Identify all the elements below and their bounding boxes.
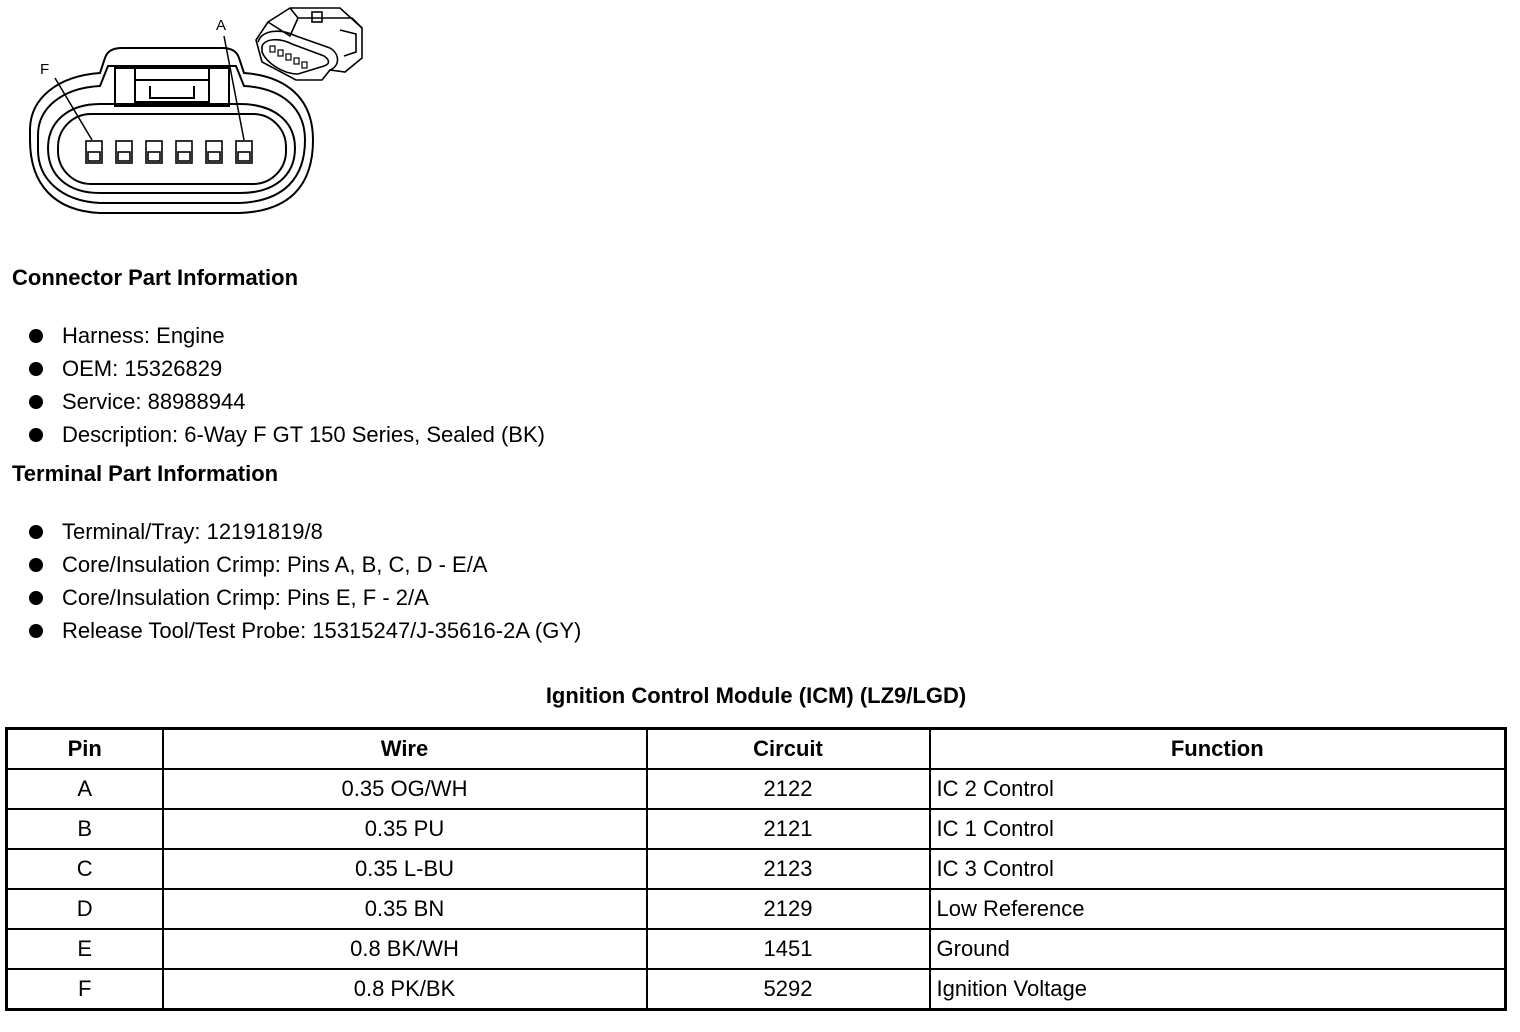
- column-header-pin: Pin: [7, 729, 163, 770]
- table-title: Ignition Control Module (ICM) (LZ9/LGD): [545, 683, 967, 708]
- wire-cell: 0.35 PU: [163, 809, 647, 849]
- table-row: [7, 969, 1506, 1010]
- circuit-cell: 2129: [647, 889, 930, 929]
- pin-label-a: A: [216, 17, 227, 34]
- list-item: [28, 581, 581, 614]
- function-cell: IC 2 Control: [930, 769, 1506, 809]
- connector-part-heading: Connector Part Information: [12, 265, 299, 290]
- circuit-cell: 2122: [647, 769, 930, 809]
- pin-cell: A: [7, 769, 163, 809]
- terminal-part-list: [28, 515, 581, 647]
- pin-cell: E: [7, 929, 163, 969]
- column-header-circuit: Circuit: [647, 729, 930, 770]
- list-item-text: OEM: 15326829: [62, 355, 223, 381]
- list-item-text: Core/Insulation Crimp: Pins E, F - 2/A: [62, 584, 429, 610]
- list-item-text: Harness: Engine: [62, 322, 225, 348]
- pin-label-f: F: [40, 61, 50, 78]
- circuit-cell: 5292: [647, 969, 930, 1010]
- function-cell: Ground: [930, 929, 1506, 969]
- table-row: [7, 929, 1506, 969]
- list-item-text: Release Tool/Test Probe: 15315247/J-35616-2A (GY): [62, 617, 582, 643]
- bullet-icon: [29, 558, 43, 572]
- list-item-text: Core/Insulation Crimp: Pins A, B, C, D - E/A: [62, 551, 488, 577]
- wire-cell: 0.8 PK/BK: [163, 969, 647, 1010]
- connector-isometric-icon: [256, 8, 362, 80]
- wire-cell: 0.8 BK/WH: [163, 929, 647, 969]
- wire-cell: 0.35 OG/WH: [163, 769, 647, 809]
- list-item: [28, 385, 545, 418]
- circuit-cell: 2121: [647, 809, 930, 849]
- circuit-cell: 1451: [647, 929, 930, 969]
- column-header-wire: Wire: [163, 729, 647, 770]
- connector-part-list: [28, 319, 545, 451]
- list-item: [28, 319, 545, 352]
- function-cell: IC 3 Control: [930, 849, 1506, 889]
- list-item-text: Service: 88988944: [62, 388, 246, 414]
- bullet-icon: [29, 395, 43, 409]
- list-item-text: Description: 6-Way F GT 150 Series, Sealed (BK): [62, 421, 545, 447]
- list-item: [28, 614, 581, 647]
- table-header-row: [7, 729, 1506, 770]
- bullet-icon: [29, 428, 43, 442]
- function-cell: IC 1 Control: [930, 809, 1506, 849]
- table-row: [7, 769, 1506, 809]
- bullet-icon: [29, 624, 43, 638]
- terminal-part-heading: Terminal Part Information: [12, 461, 279, 486]
- pin-cell: B: [7, 809, 163, 849]
- bullet-icon: [29, 329, 43, 343]
- table-row: [7, 809, 1506, 849]
- circuit-cell: 2123: [647, 849, 930, 889]
- bullet-icon: [29, 591, 43, 605]
- function-cell: Ignition Voltage: [930, 969, 1506, 1010]
- function-cell: Low Reference: [930, 889, 1506, 929]
- bullet-icon: [29, 525, 43, 539]
- column-header-function: Function: [930, 729, 1506, 770]
- wire-cell: 0.35 BN: [163, 889, 647, 929]
- pinout-table: [5, 727, 1507, 1011]
- table-row: [7, 889, 1506, 929]
- list-item: [28, 352, 545, 385]
- bullet-icon: [29, 362, 43, 376]
- list-item: [28, 515, 581, 548]
- pin-cell: C: [7, 849, 163, 889]
- table-row: [7, 849, 1506, 889]
- connector-face-diagram: [0, 0, 400, 225]
- pin-cell: F: [7, 969, 163, 1010]
- list-item: [28, 418, 545, 451]
- list-item: [28, 548, 581, 581]
- list-item-text: Terminal/Tray: 12191819/8: [62, 518, 323, 544]
- wire-cell: 0.35 L-BU: [163, 849, 647, 889]
- pin-cell: D: [7, 889, 163, 929]
